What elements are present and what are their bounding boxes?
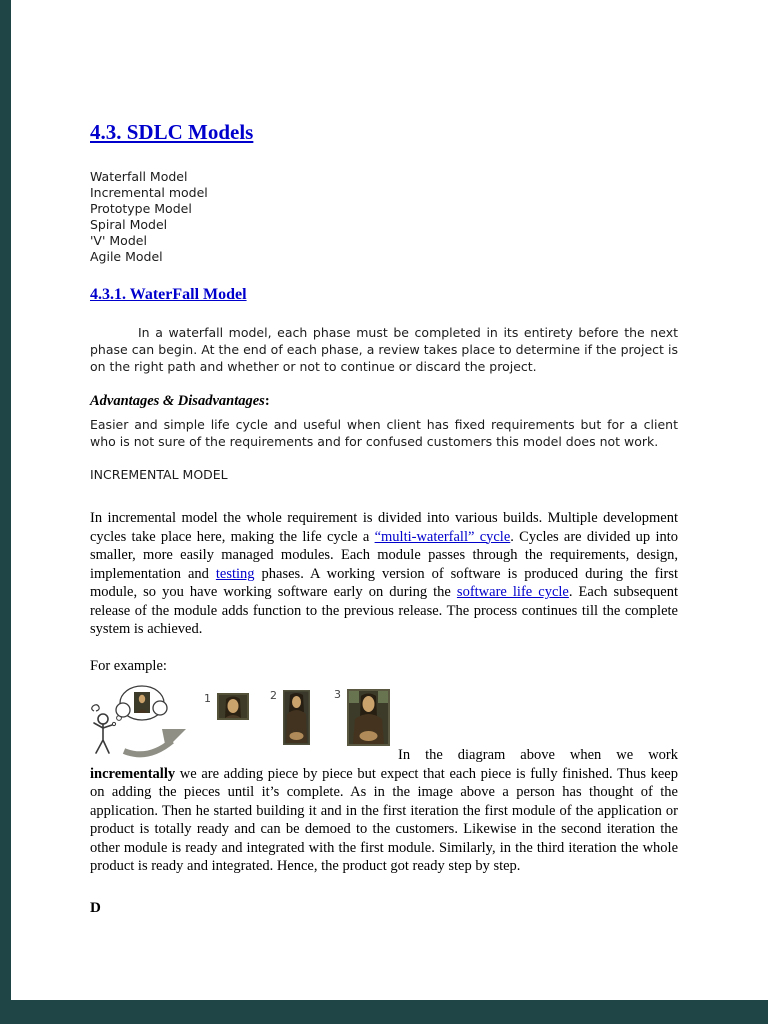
advantages-heading-colon: :	[264, 393, 270, 409]
list-item: Waterfall Model	[90, 169, 188, 184]
link-software-life-cycle[interactable]: software life cycle	[456, 584, 569, 600]
page-content	[11, 0, 768, 917]
mona-lisa-stage-1-icon	[217, 693, 249, 720]
iteration-stage-1	[204, 692, 249, 720]
paragraph-text: . Each subsequent release of the module adds function to the previous release. The process continues till the complete system is achieved.	[90, 584, 678, 637]
list-item: Prototype Model	[90, 201, 192, 216]
incremental-diagram-image	[90, 685, 398, 759]
thinking-person-icon	[90, 683, 208, 759]
stage-number: 2	[270, 689, 277, 702]
list-item: Incremental model	[90, 185, 208, 200]
paragraph-text: phases. A working version of software is produced during the first module, so you have working software early on during the	[90, 565, 678, 600]
link-testing[interactable]: testing	[215, 565, 255, 582]
mona-lisa-stage-3-icon	[347, 689, 390, 746]
section-heading: 4.3. SDLC Models	[90, 120, 254, 144]
paragraph-text: . Cycles are divided up into smaller, more easily managed modules. Each module passes through the requirements, design, implementation and	[90, 528, 678, 582]
list-item: Spiral Model	[90, 217, 168, 232]
document-page	[11, 0, 768, 1000]
waterfall-paragraph: In a waterfall model, each phase must be completed in its entirety before the next phase can begin. At the end of each phase, a review takes place to determine if the project is on the right path and whether or not to continue or discard the project.	[90, 325, 678, 374]
incremental-model-heading: INCREMENTAL MODEL	[90, 467, 228, 482]
footer-letter: D	[90, 899, 101, 916]
list-item: Agile Model	[90, 249, 163, 264]
incremental-paragraph	[90, 509, 678, 639]
paragraph-text: In the diagram above when we work	[398, 747, 678, 763]
paragraph-text: we are adding piece by piece but expect that each piece is fully finished. Thus keep on adding the pieces until it’s complete. As in the image above a person has thought of the application. Then he started building it and in the first iteration the first module of the application or product is totally ready and can be demoed to the customers. Likewise in the second iteration the other module is ready and integrated with the first module. Similarly, in the third iteration the whole product is ready and integrated. Hence, the product got ready step by step.	[90, 765, 678, 874]
sdlc-model-list	[90, 169, 678, 265]
advantages-heading-text: Advantages & Disadvantages	[90, 393, 265, 409]
iteration-stage-2	[270, 689, 310, 745]
subsection-heading: 4.3.1. WaterFall Model	[90, 286, 247, 303]
list-item: 'V' Model	[90, 233, 147, 248]
paragraph-text: In incremental model the whole requirement is divided into various builds. Multiple development cycles take place here, making the life cycle a	[90, 510, 678, 545]
iteration-stage-3	[334, 688, 390, 746]
advantages-heading	[90, 393, 678, 410]
stage-number: 3	[334, 688, 341, 701]
for-example-label: For example:	[90, 657, 167, 674]
stage-number: 1	[204, 692, 211, 705]
diagram-paragraph	[90, 685, 678, 876]
mona-lisa-stage-2-icon	[283, 690, 310, 745]
incrementally-bold-text: incrementally	[90, 765, 176, 782]
advantages-paragraph: Easier and simple life cycle and useful when client has fixed requirements but for a client who is not sure of the requirements and for confused customers this model does not work.	[90, 417, 678, 449]
link-multi-waterfall-cycle[interactable]: “multi-waterfall” cycle	[374, 528, 511, 545]
